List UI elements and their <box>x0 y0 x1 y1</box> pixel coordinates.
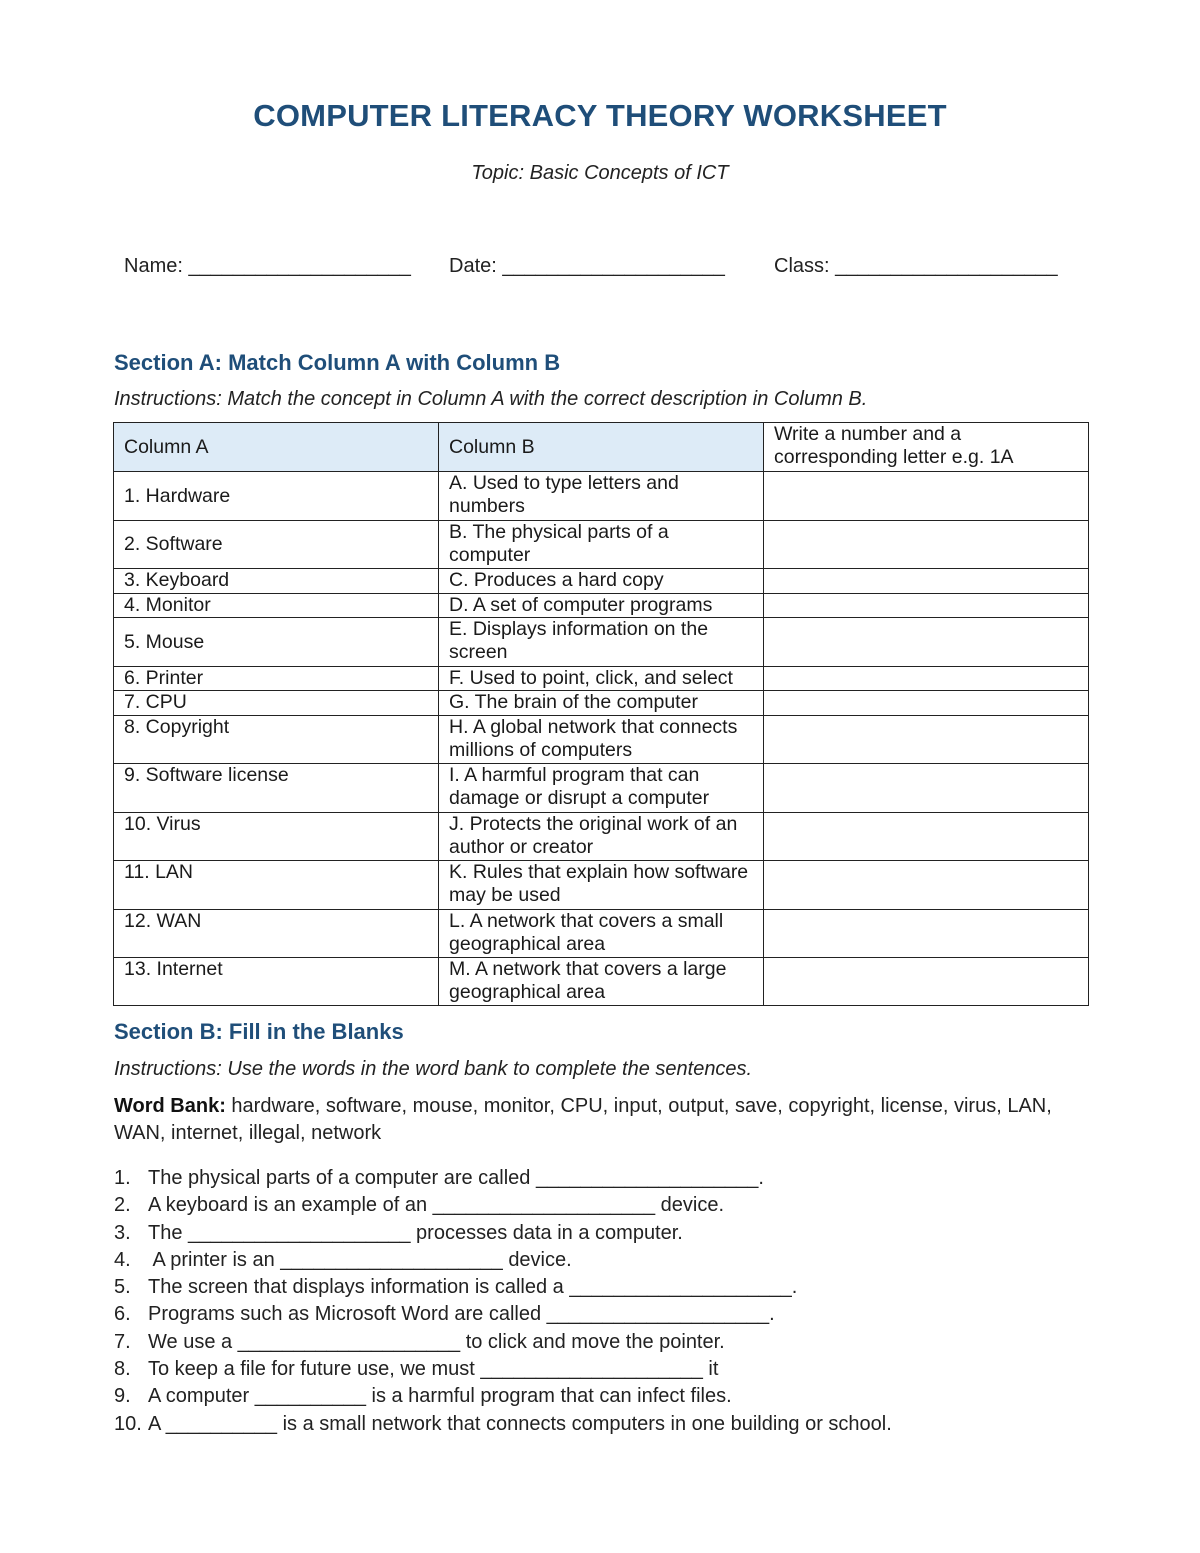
item-text: A keyboard is an example of an ____________________ device. <box>148 1194 725 1217</box>
item-number: 6. <box>114 1303 131 1326</box>
table-row <box>114 618 1089 667</box>
column-a-cell: 12. WAN <box>114 910 439 958</box>
column-b-cell: F. Used to point, click, and select <box>439 667 764 691</box>
answer-cell[interactable] <box>764 594 1089 618</box>
column-b-cell: J. Protects the original work of an author or creator <box>439 813 764 861</box>
list-item <box>114 1301 892 1328</box>
column-a-cell: 1. Hardware <box>114 472 439 521</box>
item-text: The ____________________ processes data in a computer. <box>148 1221 683 1244</box>
table-row <box>114 667 1089 691</box>
section-b-instructions: Instructions: Use the words in the word bank to complete the sentences. <box>114 1058 753 1080</box>
table-row <box>114 716 1089 764</box>
answer-cell[interactable] <box>764 472 1089 521</box>
item-number: 5. <box>114 1276 131 1299</box>
table-row <box>114 521 1089 569</box>
item-number: 8. <box>114 1358 131 1381</box>
answer-cell[interactable] <box>764 861 1089 910</box>
item-number: 4. <box>114 1248 131 1271</box>
column-b-cell: E. Displays information on the screen <box>439 618 764 667</box>
column-a-header: Column A <box>114 423 439 472</box>
answer-cell[interactable] <box>764 569 1089 594</box>
table-row <box>114 958 1089 1006</box>
column-b-cell: M. A network that covers a large geographical area <box>439 958 764 1006</box>
table-row <box>114 813 1089 861</box>
list-item <box>114 1192 892 1219</box>
column-a-cell: 3. Keyboard <box>114 569 439 594</box>
table-row <box>114 472 1089 521</box>
answer-cell[interactable] <box>764 691 1089 716</box>
list-item <box>114 1274 892 1301</box>
date-field[interactable]: Date: ____________________ <box>449 255 725 277</box>
column-b-cell: D. A set of computer programs <box>439 594 764 618</box>
word-bank <box>114 1093 1094 1147</box>
item-text: A __________ is a small network that connects computers in one building or school. <box>148 1412 892 1435</box>
item-text: The physical parts of a computer are called ____________________. <box>148 1167 764 1189</box>
list-item <box>114 1383 892 1410</box>
column-b-cell: G. The brain of the computer <box>439 691 764 716</box>
answer-cell[interactable] <box>764 716 1089 764</box>
list-item <box>114 1247 892 1274</box>
section-a-heading: Section A: Match Column A with Column B <box>114 350 561 375</box>
section-a-instructions: Instructions: Match the concept in Column A with the correct description in Column B. <box>114 388 868 410</box>
column-a-cell: 6. Printer <box>114 667 439 691</box>
list-item <box>114 1356 892 1383</box>
item-number: 1. <box>114 1167 131 1189</box>
item-text: A computer __________ is a harmful program that can infect files. <box>148 1385 732 1408</box>
column-b-cell: B. The physical parts of a computer <box>439 521 764 569</box>
table-row <box>114 764 1089 813</box>
column-a-cell: 10. Virus <box>114 813 439 861</box>
column-b-cell: L. A network that covers a small geographical area <box>439 910 764 958</box>
class-field[interactable]: Class: ____________________ <box>774 255 1058 277</box>
answer-cell[interactable] <box>764 958 1089 1006</box>
answer-cell[interactable] <box>764 813 1089 861</box>
answer-cell[interactable] <box>764 618 1089 667</box>
table-row <box>114 691 1089 716</box>
column-b-header: Column B <box>439 423 764 472</box>
item-number: 9. <box>114 1385 131 1408</box>
item-number: 10. <box>114 1412 142 1435</box>
column-b-cell: A. Used to type letters and numbers <box>439 472 764 521</box>
item-text: Programs such as Microsoft Word are called ____________________. <box>148 1303 775 1326</box>
answer-column-header: Write a number and a corresponding letter e.g. 1A <box>764 423 1089 472</box>
table-row <box>114 861 1089 910</box>
table-row <box>114 569 1089 594</box>
worksheet-topic: Topic: Basic Concepts of ICT <box>471 162 729 184</box>
answer-cell[interactable] <box>764 521 1089 569</box>
item-number: 7. <box>114 1330 131 1353</box>
column-a-cell: 2. Software <box>114 521 439 569</box>
column-a-cell: 4. Monitor <box>114 594 439 618</box>
list-item <box>114 1329 892 1356</box>
item-text: The screen that displays information is called a ____________________. <box>148 1276 798 1299</box>
list-item <box>114 1411 892 1438</box>
worksheet-title: COMPUTER LITERACY THEORY WORKSHEET <box>253 98 947 133</box>
column-a-cell: 8. Copyright <box>114 716 439 764</box>
column-a-cell: 5. Mouse <box>114 618 439 667</box>
column-a-cell: 7. CPU <box>114 691 439 716</box>
column-a-cell: 13. Internet <box>114 958 439 1006</box>
item-text: We use a ____________________ to click and move the pointer. <box>148 1330 725 1353</box>
item-text: A printer is an ____________________ device. <box>148 1248 572 1271</box>
item-number: 3. <box>114 1221 131 1244</box>
matching-table-header-row <box>114 423 1089 472</box>
section-b-heading: Section B: Fill in the Blanks <box>114 1019 404 1044</box>
list-item <box>114 1165 892 1192</box>
column-a-cell: 11. LAN <box>114 861 439 910</box>
word-bank-words: hardware, software, mouse, monitor, CPU, input, output, save, copyright, license, virus, LAN, WAN, internet, illegal, network <box>114 1095 1052 1144</box>
column-b-cell: H. A global network that connects millions of computers <box>439 716 764 764</box>
table-row <box>114 594 1089 618</box>
item-number: 2. <box>114 1194 131 1217</box>
column-b-cell: C. Produces a hard copy <box>439 569 764 594</box>
fill-in-blanks-list <box>114 1165 892 1438</box>
matching-table <box>113 422 1089 1006</box>
list-item <box>114 1220 892 1247</box>
table-row <box>114 910 1089 958</box>
name-field[interactable]: Name: ____________________ <box>124 255 411 277</box>
answer-cell[interactable] <box>764 910 1089 958</box>
answer-cell[interactable] <box>764 764 1089 813</box>
column-a-cell: 9. Software license <box>114 764 439 813</box>
column-b-cell: I. A harmful program that can damage or disrupt a computer <box>439 764 764 813</box>
item-text: To keep a file for future use, we must ____________________ it <box>148 1358 719 1381</box>
column-b-cell: K. Rules that explain how software may be used <box>439 861 764 910</box>
word-bank-label: Word Bank: <box>114 1095 226 1117</box>
answer-cell[interactable] <box>764 667 1089 691</box>
